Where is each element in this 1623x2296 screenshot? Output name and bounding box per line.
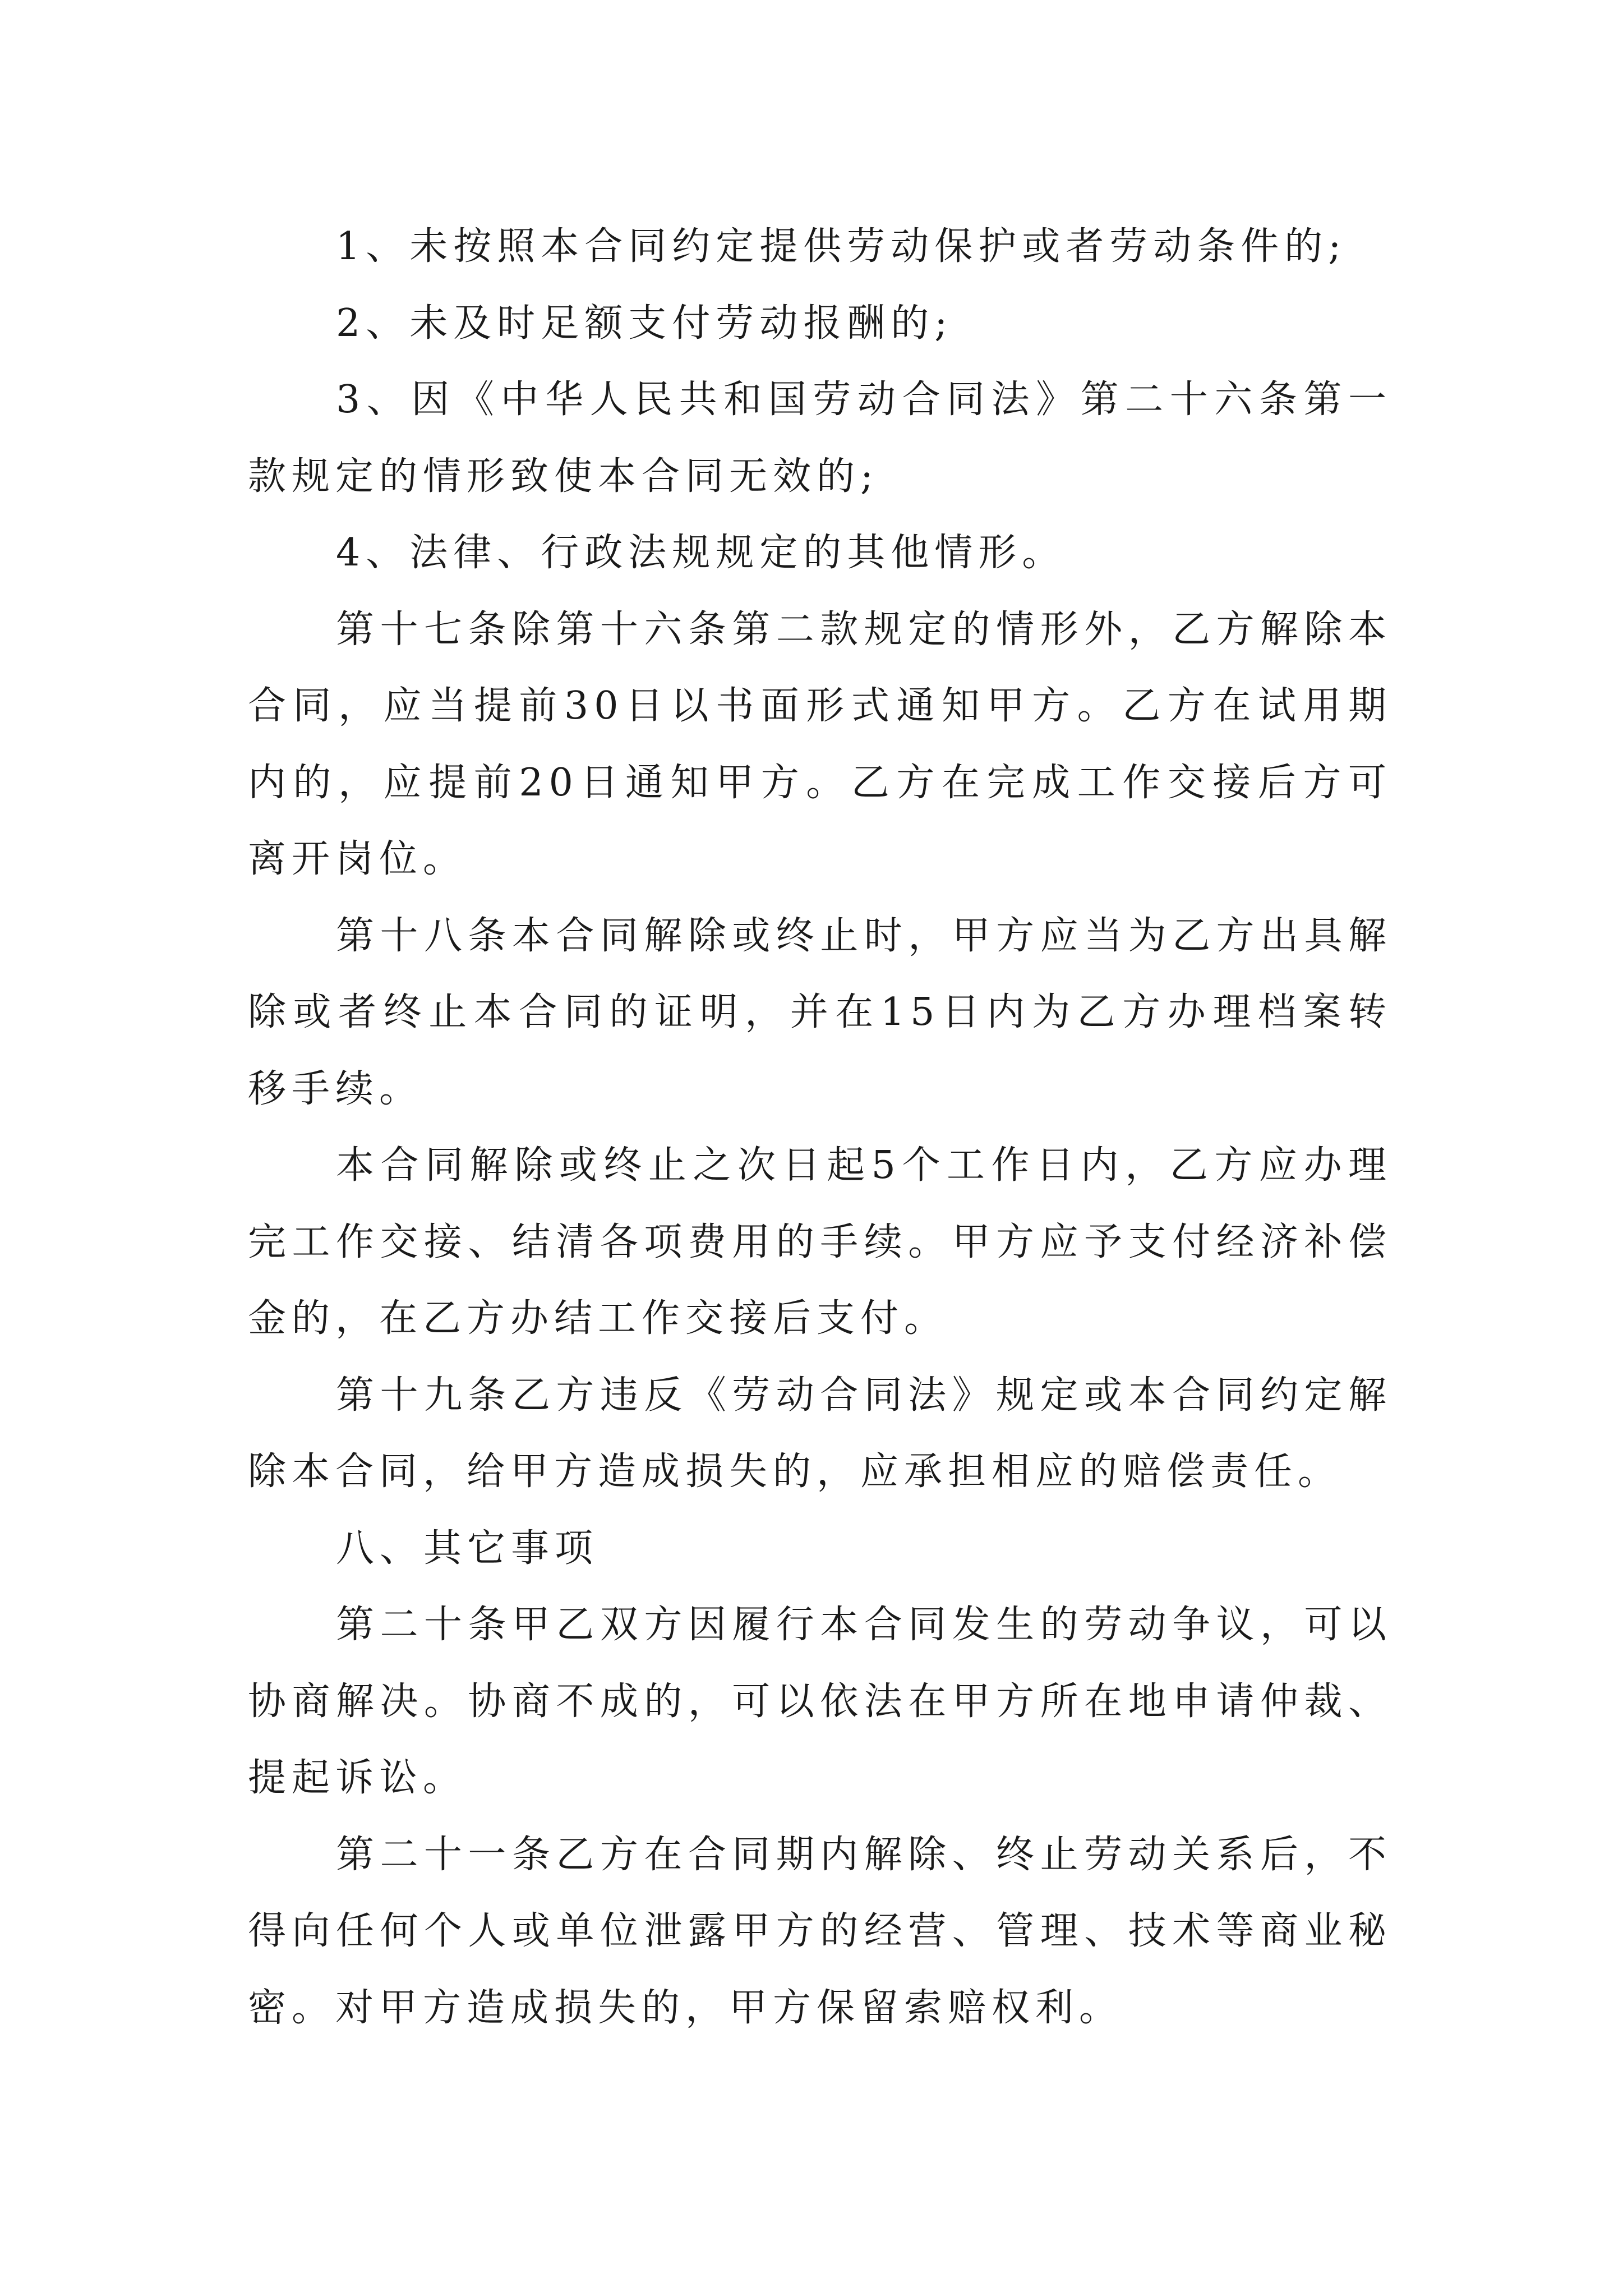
paragraph-clause-1: 1、未按照本合同约定提供劳动保护或者劳动条件的; [336,224,1347,269]
paragraph-clause-2: 2、未及时足额支付劳动报酬的; [336,301,953,346]
paragraph-article-21: 第二十一条乙方在合同期内解除、终止劳动关系后，不得向任何个人或单位泄露甲方的经营、管理、技术等商业秘密。对甲方造成损失的，甲方保留索赔权利。 [248,1832,1392,2030]
paragraph-clause-3: 3、因《中华人民共和国劳动合同法》第二十六条第一款规定的情形致使本合同无效的; [248,378,1392,499]
section-heading-other-matters: 八、其它事项 [336,1526,599,1571]
paragraph-clause-4: 4、法律、行政法规规定的其他情形。 [336,531,1066,575]
paragraph-article-20: 第二十条甲乙双方因履行本合同发生的劳动争议，可以协商解决。协商不成的，可以依法在甲方所在地申请仲裁、提起诉讼。 [248,1603,1392,1800]
paragraph-handover: 本合同解除或终止之次日起5个工作日内，乙方应办理完工作交接、结清各项费用的手续。甲方应予支付经济补偿金的，在乙方办结工作交接后支付。 [248,1143,1392,1341]
paragraph-article-18: 第十八条本合同解除或终止时，甲方应当为乙方出具解除或者终止本合同的证明，并在15日内为乙方办理档案转移手续。 [248,913,1392,1111]
paragraph-article-17: 第十七条除第十六条第二款规定的情形外，乙方解除本合同，应当提前30日以书面形式通知甲方。乙方在试用期内的，应提前20日通知甲方。乙方在完成工作交接后方可离开岗位。 [248,607,1392,881]
paragraph-article-19: 第十九条乙方违反《劳动合同法》规定或本合同约定解除本合同，给甲方造成损失的，应承担相应的赔偿责任。 [248,1373,1392,1494]
document-body [248,209,1392,2046]
